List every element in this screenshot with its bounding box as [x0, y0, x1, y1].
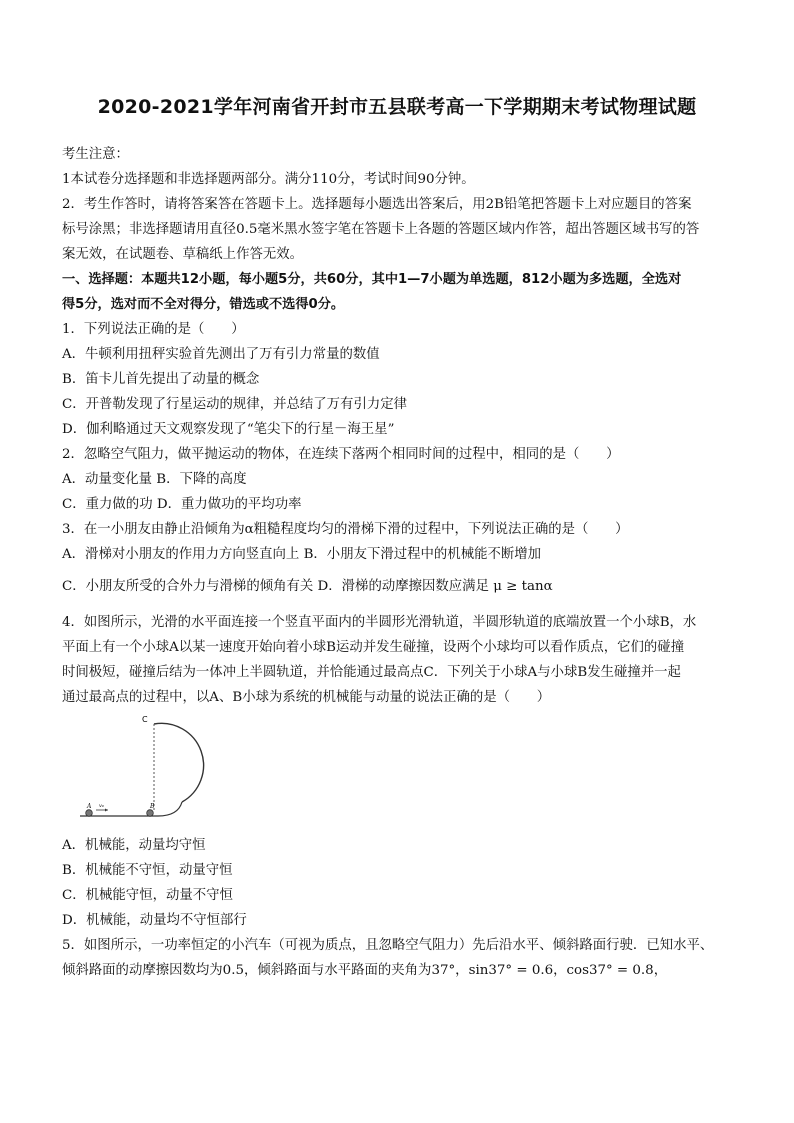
question-4: 4．如图所示，光滑的水平面连接一个竖直平面内的半圆形光滑轨道，半圆形轨道的底端放置一个小球B，水 [62, 615, 697, 630]
notice-item-2: 2．考生作答时，请将答案答在答题卡上。选择题每小题选出答案后，用2B铅笔把答题卡上对应题目的答案 [62, 197, 692, 212]
q4-option-c: C．机械能守恒，动量不守恒 [62, 888, 233, 903]
q4-option-d: D．机械能，动量均不守恒部行 [62, 913, 247, 928]
notice-heading: 考生注意： [62, 147, 129, 162]
notice-item-2-end: 案无效，在试题卷、草稿纸上作答无效。 [62, 247, 304, 262]
question-5: 5．如图所示，一功率恒定的小汽车（可视为质点，且忽略空气阻力）先后沿水平、倾斜路面行驶．已知水平、 [62, 938, 714, 953]
q3-options-cd: C．小朋友所受的合外力与滑梯的倾角有关 D．滑梯的动摩擦因数应满足 μ ≥ tanα [62, 579, 553, 594]
q4-option-a: A．机械能，动量均守恒 [62, 838, 206, 853]
section-heading: 一、选择题：本题共12小题，每小题5分，共60分，其中1—7小题为单选题，812小题为多选题，全选对 [62, 272, 682, 287]
ball-b [147, 810, 154, 817]
label-a: A [87, 803, 92, 810]
q1-option-d: D．伽利略通过天文观察发现了“笔尖下的行星－海王星” [62, 422, 395, 437]
label-b: B [150, 803, 155, 810]
label-v0: v₀ [99, 803, 104, 809]
question-5-cont: 倾斜路面的动摩擦因数均为0.5，倾斜路面与水平路面的夹角为37°，sin37° = 0.6，cos37° = 0.8， [62, 963, 668, 978]
q1-option-b: B．笛卡儿首先提出了动量的概念 [62, 372, 260, 387]
question-4-cont-2: 时间极短，碰撞后结为一体冲上半圆轨道，并恰能通过最高点C．下列关于小球A与小球B发生碰撞并一起 [62, 665, 681, 680]
q2-options-ab: A．动量变化量 B．下降的高度 [62, 472, 247, 487]
notice-item-2-cont: 标号涂黑；非选择题请用直径0.5毫米黑水签字笔在答题卡上各题的答题区域内作答，超出答题区域书写的答 [62, 222, 700, 237]
question-2: 2．忽略空气阻力，做平抛运动的物体，在连续下落两个相同时间的过程中，相同的是（ ） [62, 447, 620, 462]
question-1: 1．下列说法正确的是（ ） [62, 322, 245, 337]
q1-option-c: C．开普勒发现了行星运动的规律，并总结了万有引力定律 [62, 397, 408, 412]
question-4-cont-1: 平面上有一个小球A以某一速度开始向着小球B运动并发生碰撞，设两个小球均可以看作质点，它们的碰撞 [62, 640, 685, 655]
q3-options-ab: A．滑梯对小朋友的作用力方向竖直向上 B．小朋友下滑过程中的机械能不断增加 [62, 547, 542, 562]
semicircle-track [154, 723, 204, 802]
section-heading-cont: 得5分，选对而不全对得分，错选或不选得0分。 [62, 297, 345, 312]
page-title: 2020-2021学年河南省开封市五县联考高一下学期期末考试物理试题 [97, 96, 697, 118]
ball-a [86, 810, 93, 817]
question-3: 3．在一小朋友由静止沿倾角为α粗糙程度均匀的滑梯下滑的过程中，下列说法正确的是（ ） [62, 522, 629, 537]
question-4-cont-3: 通过最高点的过程中，以A、B小球为系统的机械能与动量的说法正确的是（ ） [62, 690, 551, 705]
q4-option-b: B．机械能不守恒，动量守恒 [62, 863, 233, 878]
semicircle-track-figure [78, 712, 238, 828]
label-c: C [142, 715, 148, 724]
q1-option-a: A．牛顿利用扭秤实验首先测出了万有引力常量的数值 [62, 347, 380, 362]
velocity-arrowhead [105, 809, 108, 812]
q2-options-cd: C．重力做的功 D．重力做功的平均功率 [62, 497, 302, 512]
notice-item-1: 1本试卷分选择题和非选择题两部分。满分110分，考试时间90分钟。 [62, 172, 475, 187]
track-transition [158, 802, 182, 816]
